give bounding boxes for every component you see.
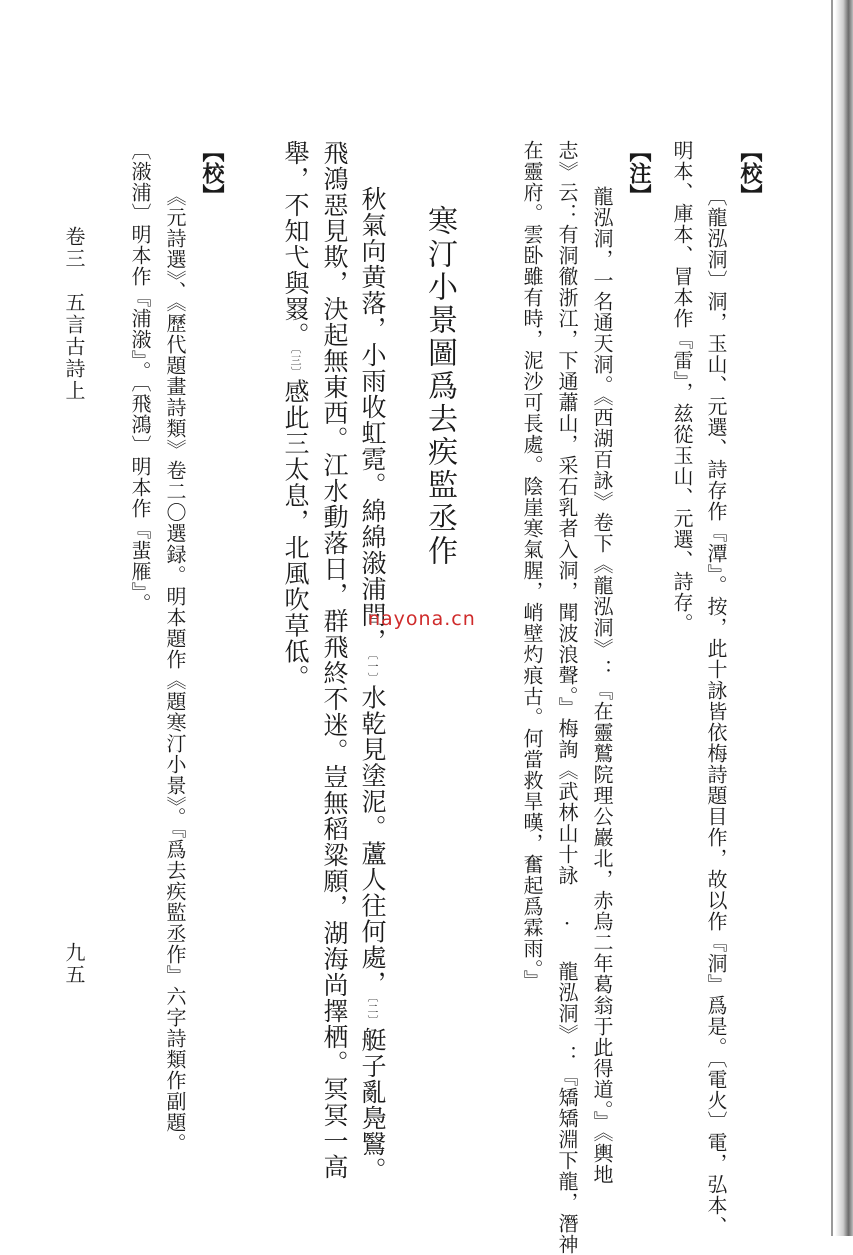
poem-line-3-text: 舉，不知弋與罬。 (281, 140, 310, 348)
page-number: 九五 (62, 942, 86, 986)
jiao-line-1: 〔龍泓洞〕洞，玉山、元選、詩存作『潭』。按，此十詠皆依梅詩題目作，故以作『洞』爲是。〔電火〕電，弘本、 (704, 186, 728, 1237)
jiao-heading-1: 【校】 (737, 140, 763, 206)
jiao2-line-1: 《元詩選》、《歷代題畫詩類》卷二〇選録。明本題作《題寒汀小景》。『爲去疾監丞作』六字詩類作副題。 (163, 186, 187, 1154)
jiao-heading-2: 【校】 (199, 140, 225, 206)
poem-line-1-text-b: 水乾見塗泥。蘆人往何處， (358, 684, 387, 997)
zhu-line-1: 龍泓洞，一名通天洞。《西湖百詠》卷下《龍泓洞》：『在靈鷲院理公巖北，赤烏二年葛翁于此得道。』《輿地 (590, 186, 614, 1185)
zhu-line-2: 志》云：有洞徹浙江，下通蕭山，采石乳者入洞，聞波浪聲。』梅詢《武林山十詠 · 龍泓洞》：『矯矯淵下龍，潛神 (555, 140, 579, 1255)
zhu-heading: 【注】 (626, 140, 652, 206)
jiao-line-2: 明本、庫本、冒本作『雷』，兹從玉山、元選、詩存。 (670, 140, 694, 634)
jiao2-line-2: 〔潊浦〕明本作『浦潊』。〔飛鴻〕明本作『蜚雁』。 (128, 140, 152, 614)
footnote-marker-2: 〔二〕 (366, 996, 379, 1027)
poem-line-3-text-b: 感此三太息，北風吹草低。 (281, 378, 310, 691)
page-edge-shadow (835, 0, 853, 1236)
poem-line-3 (283, 140, 308, 691)
footnote-marker-1: 〔一〕 (366, 654, 379, 685)
watermark-text: nayona.cn (368, 608, 476, 630)
poem-line-1 (360, 186, 385, 1183)
poem-line-2: 飛鴻惡見欺，決起無東西。江水動落日，群飛終不迷。豈無稻粱願，湖海尚擇栖。冥冥一高 (320, 140, 349, 1180)
poem-line-1-text: 秋氣向黄落，小雨收虹霓。綿綿潊浦間， (358, 186, 387, 654)
margin-label: 卷三 五言古詩上 (62, 226, 86, 402)
zhu-line-3: 在靈府。雲卧雖有時，泥沙可長處。陰崖寒氣腥，峭壁灼痕古。何當救旱暵，奮起爲霖雨。』 (520, 140, 544, 991)
poem-title: 寒汀小景圖爲去疾監丞作 (422, 205, 457, 568)
poem-line-1-text-c: 艇子亂鳧鷖。 (358, 1027, 387, 1183)
page-gutter-line (831, 0, 833, 1236)
footnote-marker-3: 〔三〕 (289, 348, 302, 379)
